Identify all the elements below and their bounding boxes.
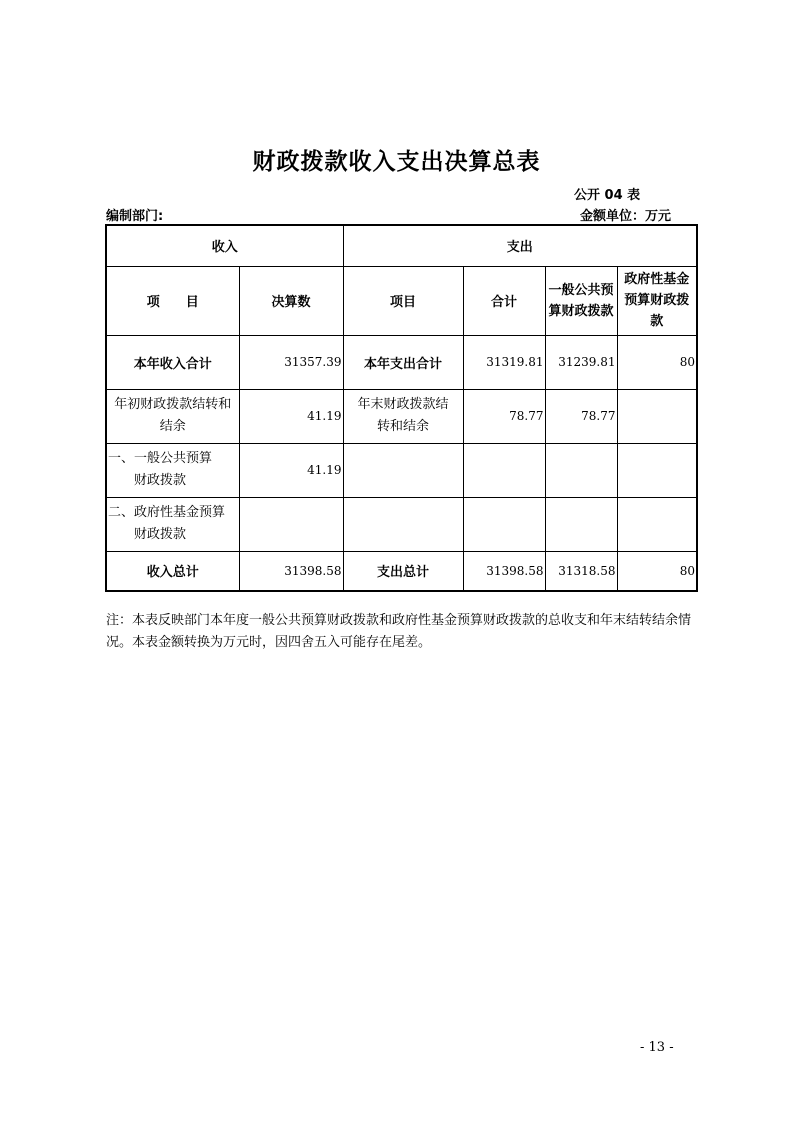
expense-general bbox=[545, 497, 617, 551]
income-item-text: 二、政府性基金预算财政拨款 bbox=[108, 505, 226, 542]
expense-general: 31318.58 bbox=[545, 551, 617, 591]
income-item bbox=[106, 497, 239, 551]
expense-general: 78.77 bbox=[545, 389, 617, 443]
expense-total: 31319.81 bbox=[463, 335, 545, 389]
income-amount bbox=[239, 497, 343, 551]
col-header-total: 合计 bbox=[463, 266, 545, 335]
expense-total: 31398.58 bbox=[463, 551, 545, 591]
table-row bbox=[106, 497, 697, 551]
expense-item bbox=[343, 497, 463, 551]
col-header-income-item: 项 目 bbox=[106, 266, 239, 335]
group-header-row bbox=[106, 225, 697, 266]
budget-table bbox=[105, 224, 698, 592]
table-row bbox=[106, 443, 697, 497]
expense-total bbox=[463, 497, 545, 551]
expense-group-header: 支出 bbox=[343, 225, 697, 266]
income-item: 年初财政拨款结转和结余 bbox=[106, 389, 239, 443]
expense-fund bbox=[617, 497, 697, 551]
expense-item: 支出总计 bbox=[343, 551, 463, 591]
table-row bbox=[106, 335, 697, 389]
col-header-fund-budget: 政府性基金预算财政拨款 bbox=[617, 266, 697, 335]
income-item bbox=[106, 443, 239, 497]
col-header-final-amount: 决算数 bbox=[239, 266, 343, 335]
expense-total: 78.77 bbox=[463, 389, 545, 443]
expense-total bbox=[463, 443, 545, 497]
income-amount: 41.19 bbox=[239, 389, 343, 443]
income-amount: 31398.58 bbox=[239, 551, 343, 591]
unit-label: 金额单位：万元 bbox=[580, 209, 672, 224]
department-label: 编制部门: bbox=[106, 209, 164, 224]
income-item: 本年收入合计 bbox=[106, 335, 239, 389]
income-group-header: 收入 bbox=[106, 225, 343, 266]
income-item: 收入总计 bbox=[106, 551, 239, 591]
expense-fund: 80 bbox=[617, 551, 697, 591]
expense-fund: 80 bbox=[617, 335, 697, 389]
col-header-expense-item: 项目 bbox=[343, 266, 463, 335]
expense-item: 本年支出合计 bbox=[343, 335, 463, 389]
income-amount: 31357.39 bbox=[239, 335, 343, 389]
footnote: 注：本表反映部门本年度一般公共预算财政拨款和政府性基金预算财政拨款的总收支和年末结转结余情况。本表金额转换为万元时，因四舍五入可能存在尾差。 bbox=[106, 613, 692, 650]
expense-item bbox=[343, 443, 463, 497]
income-item-text: 一、一般公共预算财政拨款 bbox=[108, 451, 213, 488]
expense-fund bbox=[617, 389, 697, 443]
income-amount: 41.19 bbox=[239, 443, 343, 497]
expense-general bbox=[545, 443, 617, 497]
expense-general: 31239.81 bbox=[545, 335, 617, 389]
page-number: - 13 - bbox=[640, 1040, 674, 1055]
expense-fund bbox=[617, 443, 697, 497]
page-title: 财政拨款收入支出决算总表 bbox=[252, 149, 541, 175]
col-header-general-budget: 一般公共预算财政拨款 bbox=[545, 266, 617, 335]
column-header-row bbox=[106, 266, 697, 335]
expense-item: 年末财政拨款结转和结余 bbox=[343, 389, 463, 443]
table-row bbox=[106, 389, 697, 443]
form-number: 公开 04 表 bbox=[574, 188, 641, 203]
table-row bbox=[106, 551, 697, 591]
